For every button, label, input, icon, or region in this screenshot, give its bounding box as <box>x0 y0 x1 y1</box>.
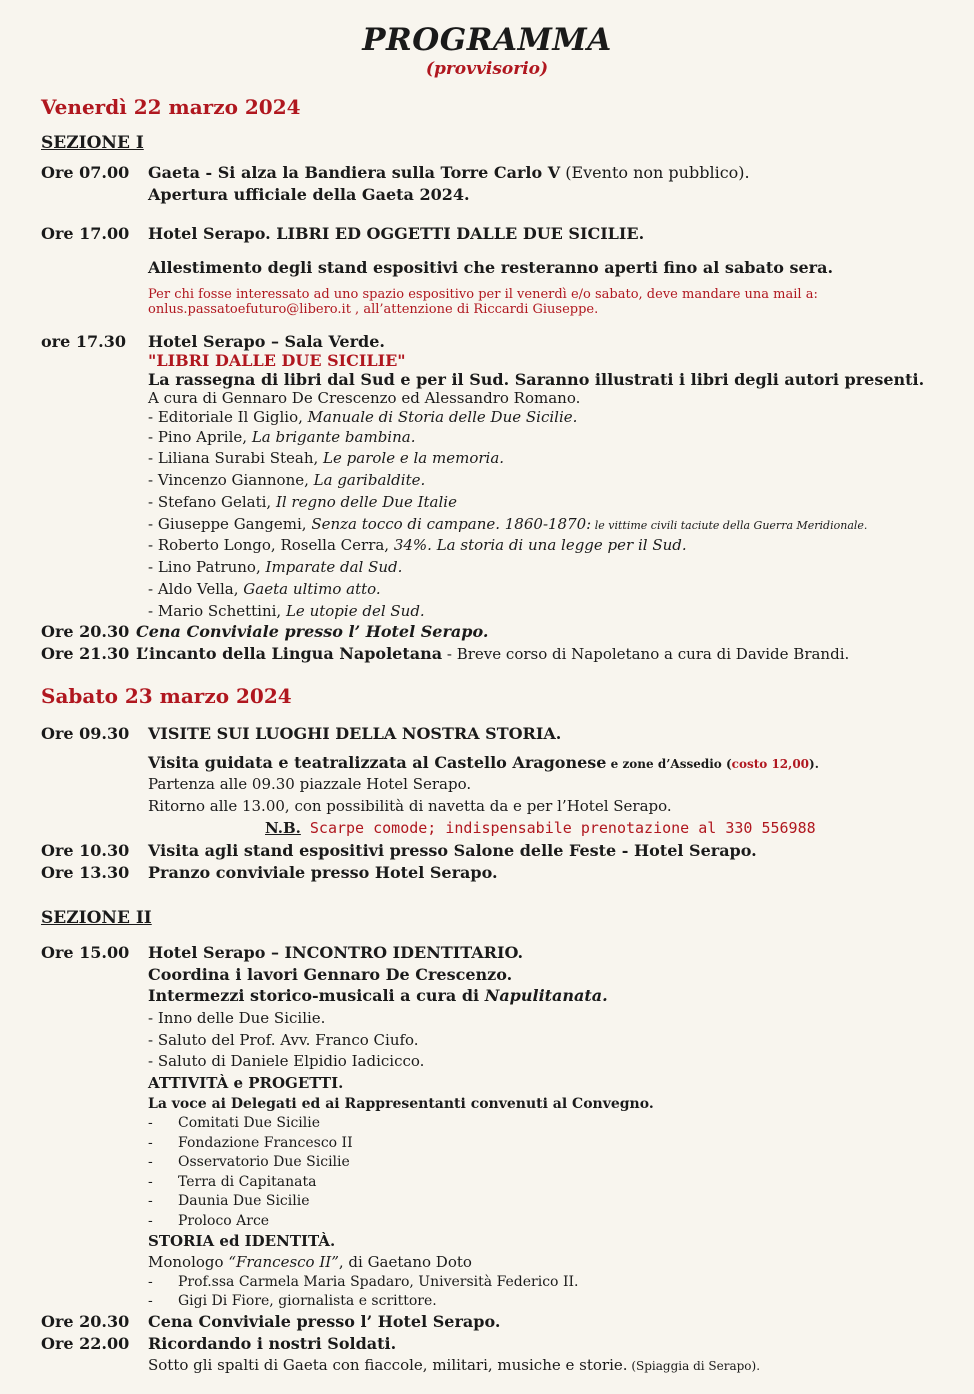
event-line: Intermezzi storico-musicali a cura di Napulitanata. <box>148 986 608 1005</box>
list-item: Prof.ssa Carmela Maria Spadaro, Università Federico II. <box>178 1274 579 1290</box>
list-item: Osservatorio Due Sicilie <box>178 1154 350 1170</box>
list-dash: - <box>148 1293 153 1309</box>
nb-note: N.B. Scarpe comode; indispensabile prenotazione al 330 556988 <box>265 819 816 837</box>
event-line: Coordina i lavori Gennaro De Crescenzo. <box>148 965 513 984</box>
event-text: (Evento non pubblico). <box>560 163 750 182</box>
event-line: Ricordando i nostri Soldati. <box>148 1334 397 1353</box>
list-dash: - <box>148 1213 153 1229</box>
event-time: Ore 20.30 <box>41 622 130 641</box>
list-item: Daunia Due Sicilie <box>178 1193 310 1209</box>
list-dash: - <box>148 1274 153 1290</box>
section-heading-2: SEZIONE II <box>41 908 152 928</box>
list-item: - Inno delle Due Sicilie. <box>148 1009 326 1027</box>
event-time: Ore 13.30 <box>41 863 130 882</box>
book-item: - Aldo Vella, Gaeta ultimo atto. <box>148 580 381 598</box>
event-line: Visita guidata e teatralizzata al Castello Aragonese e zone d’Assedio (costo 12,00). <box>148 753 819 772</box>
list-dash: - <box>148 1135 153 1151</box>
event-time: Ore 10.30 <box>41 841 130 860</box>
event-note: onlus.passatoefuturo@libero.it , all’attenzione di Riccardi Giuseppe. <box>148 302 599 317</box>
event-line: A cura di Gennaro De Crescenzo ed Alessandro Romano. <box>148 389 581 407</box>
event-time: Ore 17.00 <box>41 224 130 243</box>
event-line: La rassegna di libri dal Sud e per il Sud. Saranno illustrati i libri degli autori presenti. <box>148 370 925 389</box>
event-line: VISITE SUI LUOGHI DELLA NOSTRA STORIA. <box>148 724 562 743</box>
subsection-title: STORIA ed IDENTITÀ. <box>148 1232 336 1250</box>
event-line: Ritorno alle 13.00, con possibilità di navetta da e per l’Hotel Serapo. <box>148 797 672 815</box>
event-time: ore 17.30 <box>41 332 126 351</box>
event-line: Hotel Serapo – INCONTRO IDENTITARIO. <box>148 943 524 962</box>
list-dash: - <box>148 1154 153 1170</box>
book-item: - Vincenzo Giannone, La garibaldite. <box>148 471 426 489</box>
book-item: - Giuseppe Gangemi, Senza tocco di campane. 1860-1870: le vittime civili taciute della Guerra Meridionale. <box>148 515 868 533</box>
list-item: Comitati Due Sicilie <box>178 1115 321 1131</box>
day-heading-saturday: Sabato 23 marzo 2024 <box>41 684 292 708</box>
list-dash: - <box>148 1174 153 1190</box>
event-time: Ore 07.00 <box>41 163 130 182</box>
list-dash: - <box>148 1193 153 1209</box>
book-item: - Editoriale Il Giglio, Manuale di Storia delle Due Sicilie. <box>148 408 578 426</box>
list-item: Gigi Di Fiore, giornalista e scrittore. <box>178 1293 437 1309</box>
event-line: Sotto gli spalti di Gaeta con fiaccole, militari, musiche e storie. (Spiaggia di Serapo). <box>148 1356 761 1374</box>
event-note: Per chi fosse interessato ad uno spazio espositivo per il venerdì e/o sabato, deve mandare una mail a: <box>148 287 818 302</box>
day-heading-friday: Venerdì 22 marzo 2024 <box>41 95 301 119</box>
event-time: Ore 09.30 <box>41 724 130 743</box>
event-time: Ore 20.30 <box>41 1312 130 1331</box>
event-line <box>148 163 750 182</box>
event-line: Visita agli stand espositivi presso Salone delle Feste - Hotel Serapo. <box>148 841 757 860</box>
event-line: Allestimento degli stand espositivi che resteranno aperti fino al sabato sera. <box>148 258 834 277</box>
page-title: PROGRAMMA <box>362 22 612 58</box>
book-item: - Roberto Longo, Rosella Cerra, 34%. La storia di una legge per il Sud. <box>148 536 687 554</box>
list-dash: - <box>148 1115 153 1131</box>
list-item: Terra di Capitanata <box>178 1174 317 1190</box>
event-line: L’incanto della Lingua Napoletana - Breve corso di Napoletano a cura di Davide Brandi. <box>136 644 850 663</box>
book-item: - Lino Patruno, Imparate dal Sud. <box>148 558 403 576</box>
list-item: - Saluto del Prof. Avv. Franco Ciufo. <box>148 1031 419 1049</box>
event-line: Apertura ufficiale della Gaeta 2024. <box>148 185 470 204</box>
list-item: Fondazione Francesco II <box>178 1135 353 1151</box>
subsection-line: Monologo “Francesco II”, di Gaetano Doto <box>148 1253 472 1271</box>
list-item: - Saluto di Daniele Elpidio Iadicicco. <box>148 1052 425 1070</box>
subsection-line: La voce ai Delegati ed ai Rappresentanti convenuti al Convegno. <box>148 1096 654 1112</box>
event-text: Gaeta - Si alza la Bandiera sulla Torre Carlo V <box>148 163 561 182</box>
event-line: Hotel Serapo – Sala Verde. <box>148 332 385 351</box>
event-line: Hotel Serapo. LIBRI ED OGGETTI DALLE DUE SICILIE. <box>148 224 645 243</box>
event-line: Cena Conviviale presso l’ Hotel Serapo. <box>136 622 489 641</box>
book-item: - Stefano Gelati, Il regno delle Due Italie <box>148 493 457 511</box>
event-time: Ore 22.00 <box>41 1334 130 1353</box>
section-heading-1: SEZIONE I <box>41 133 144 153</box>
event-line: Pranzo conviviale presso Hotel Serapo. <box>148 863 498 882</box>
event-line: Partenza alle 09.30 piazzale Hotel Serapo. <box>148 775 472 793</box>
subsection-title: ATTIVITÀ e PROGETTI. <box>148 1074 344 1092</box>
book-item: - Pino Aprile, La brigante bambina. <box>148 428 416 446</box>
event-time: Ore 21.30 <box>41 644 130 663</box>
page-subtitle: (provvisorio) <box>425 59 549 79</box>
book-item: - Mario Schettini, Le utopie del Sud. <box>148 602 425 620</box>
book-item: - Liliana Surabi Steah, Le parole e la memoria. <box>148 449 505 467</box>
event-line: Cena Conviviale presso l’ Hotel Serapo. <box>148 1312 501 1331</box>
event-line: "LIBRI DALLE DUE SICILIE" <box>148 351 406 370</box>
event-time: Ore 15.00 <box>41 943 130 962</box>
list-item: Proloco Arce <box>178 1213 270 1229</box>
